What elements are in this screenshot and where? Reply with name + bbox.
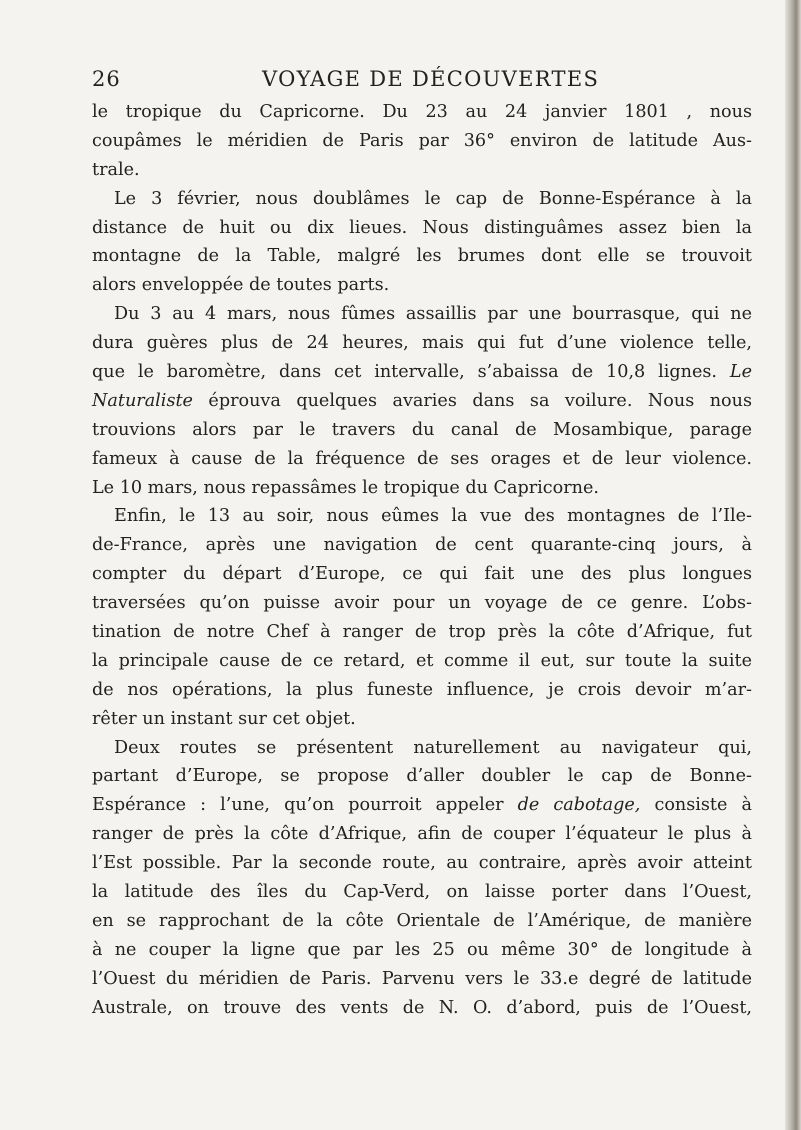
text-line: le tropique du Capricorne. Du 23 au 24 janvier 1801 , nous <box>92 102 752 122</box>
italic-text: de cabotage, <box>517 795 641 816</box>
text-line: fameux à cause de la fréquence de ses orages et de leur violence. <box>92 448 752 469</box>
text-line: compter du départ d’Europe, ce qui fait une des plus longues <box>92 564 752 585</box>
italic-text: Le <box>729 362 752 383</box>
text-line: l’Ouest du méridien de Paris. Parvenu vers le 33.e degré de latitude <box>92 968 752 989</box>
running-title: VOYAGE DE DÉCOUVERTES <box>262 67 600 91</box>
text-line: Du 3 au 4 mars, nous fûmes assaillis par une bourrasque, qui ne <box>114 304 752 325</box>
text-line: trouvions alors par le travers du canal de Mosambique, parage <box>92 419 752 440</box>
text-line: dura guères plus de 24 heures, mais qui fut d’une violence telle, <box>92 333 752 354</box>
body-text <box>92 98 752 1023</box>
text-line: Deux routes se présentent naturellement au navigateur qui, <box>114 737 752 758</box>
text-line: Le 10 mars, nous repassâmes le tropique du Capricorne. <box>92 477 599 498</box>
text-line: Naturaliste éprouva quelques avaries dans sa voilure. Nous nous <box>92 390 752 411</box>
page-header <box>92 67 752 95</box>
text-line: trale. <box>92 159 140 180</box>
text-line: distance de huit ou dix lieues. Nous distinguâmes assez bien la <box>92 217 752 238</box>
text-line: la principale cause de ce retard, et comme il eut, sur toute la suite <box>92 650 752 671</box>
text-line: Enfin, le 13 au soir, nous eûmes la vue des montagnes de l’Ile- <box>114 506 752 527</box>
text-line: Espérance : l’une, qu’on pourroit appeler de cabotage, consiste à <box>92 795 752 816</box>
text-line: de nos opérations, la plus funeste influence, je crois devoir m’ar- <box>92 679 752 700</box>
text-line: Le 3 février, nous doublâmes le cap de Bonne-Espérance à la <box>114 188 752 209</box>
text-line: traversées qu’on puisse avoir pour un voyage de ce genre. L’obs- <box>92 593 752 614</box>
text-line: tination de notre Chef à ranger de trop près la côte d’Afrique, fut <box>92 622 752 643</box>
text-line: partant d’Europe, se propose d’aller doubler le cap de Bonne- <box>92 766 752 787</box>
page-number: 26 <box>92 67 121 91</box>
text-line: Australe, on trouve des vents de N. O. d’abord, puis de l’Ouest, <box>92 997 752 1018</box>
text-line: en se rapprochant de la côte Orientale de l’Amérique, de manière <box>92 910 752 931</box>
text-line: alors enveloppée de toutes parts. <box>92 275 390 296</box>
text-line: de-France, après une navigation de cent quarante-cinq jours, à <box>92 535 752 556</box>
italic-text: Naturaliste <box>92 390 193 411</box>
text-line: ranger de près la côte d’Afrique, afin de couper l’équateur le plus à <box>92 824 752 845</box>
text-line: à ne couper la ligne que par les 25 ou même 30° de longitude à <box>92 939 752 960</box>
text-line: rêter un instant sur cet objet. <box>92 708 356 729</box>
text-line: coupâmes le méridien de Paris par 36° environ de latitude Aus- <box>92 130 752 151</box>
text-line: la latitude des îles du Cap-Verd, on laisse porter dans l’Ouest, <box>92 882 752 903</box>
text-line: l’Est possible. Par la seconde route, au contraire, après avoir atteint <box>92 853 752 874</box>
text-line: que le baromètre, dans cet intervalle, s’abaissa de 10,8 lignes. Le <box>92 362 752 383</box>
book-spine-edge <box>785 0 801 1130</box>
text-line: montagne de la Table, malgré les brumes dont elle se trouvoit <box>92 246 752 267</box>
